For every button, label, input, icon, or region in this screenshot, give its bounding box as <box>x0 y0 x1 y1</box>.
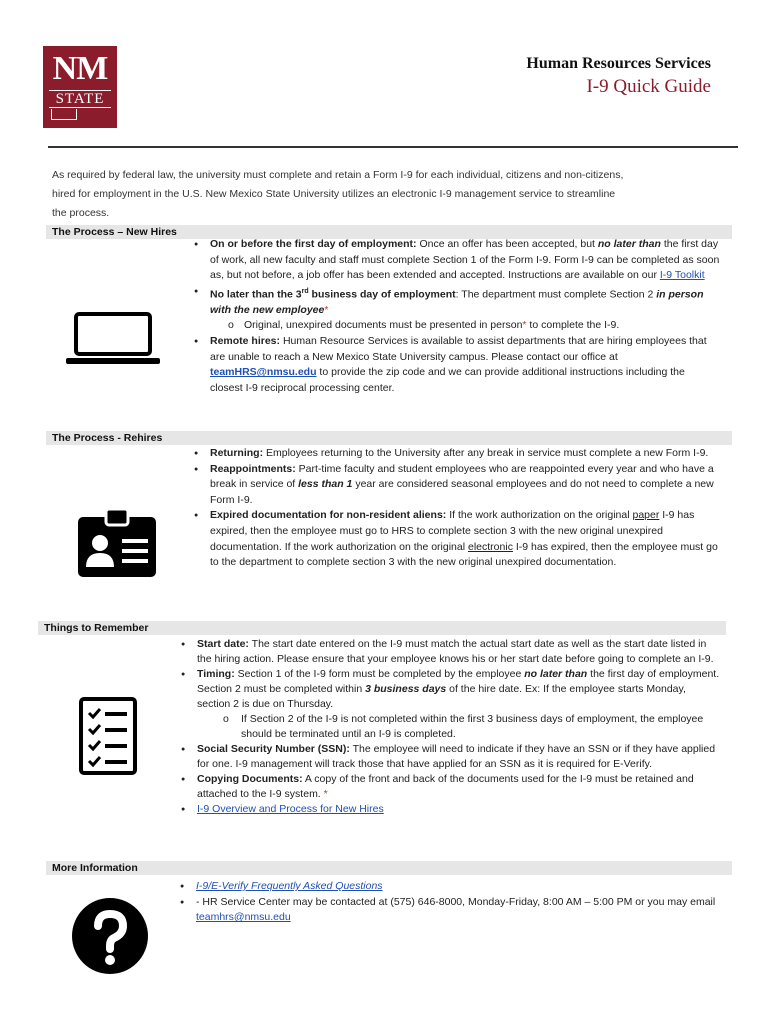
header-subtitle: I-9 Quick Guide <box>586 76 711 97</box>
sub-list-item: o Original, unexpired documents must be presented in person* to complete the I-9. <box>228 319 620 332</box>
logo-nm: NM <box>52 50 108 87</box>
list-item: ● No later than the 3rd business day of employment: The department must complete Section 2 in person with the new employee* o Original, unexpired documents must be presented in person* to complete the I-9. <box>194 284 720 334</box>
new-hires-list <box>194 237 720 396</box>
header-title: Human Resources Services <box>526 55 711 72</box>
checklist-icon <box>79 697 137 775</box>
logo-state: STATE <box>49 90 111 108</box>
more-info-list <box>180 879 720 926</box>
list-item: ● Social Security Number (SSN): The employee will need to indicate if they have an SSN or if they have applied for one. I-9 management will track those that have applied for an SSN as it is required for E-Verify. <box>181 742 721 772</box>
nmsu-logo <box>43 46 117 128</box>
remember-list <box>181 637 721 817</box>
intro-line: As required by federal law, the university must complete and retain a Form I-9 for each individual, citizens and non-citizens, <box>52 169 624 181</box>
list-item <box>180 879 720 895</box>
intro-paragraph <box>52 166 702 223</box>
list-item: ● Returning: Employees returning to the University after any break in service must complete a new Form I-9. <box>194 446 720 462</box>
header-divider <box>48 146 738 148</box>
teamhrs-email-link[interactable]: teamHRS@nmsu.edu <box>210 366 317 379</box>
sub-list-item: o If Section 2 of the I-9 is not completed within the first 3 business days of employment, the employee should be terminated until an I-9 is completed. <box>223 713 704 740</box>
section-heading-rehires <box>46 431 732 445</box>
section-heading-label: The Process – New Hires <box>52 226 177 238</box>
list-item: ● Copying Documents: A copy of the front and back of the documents used for the I-9 must be retained and attached to the I-9 system. * <box>181 772 721 802</box>
section-heading-label: The Process - Rehires <box>52 432 163 444</box>
i9-toolkit-link[interactable]: I-9 Toolkit <box>659 269 705 282</box>
list-item: ● Reappointments: Part-time faculty and student employees who are reappointed every year and who have a break in service of less than 1 year are considered seasonal employees and do not need to complete a new Form I-9. <box>194 462 720 509</box>
section-heading-remember <box>38 621 726 635</box>
section-heading-label: Things to Remember <box>44 622 149 634</box>
list-item: ● Timing: Section 1 of the I-9 form must be completed by the employee no later than the first day of employment. Section 2 must be completed within 3 business days of the hire date. Ex: If the employee starts Monday, section 2 is due on Thursday. o If Section 2 of the I-9 is not completed within the first 3 business days of employment, the employee should be terminated until an I-9 is completed. <box>181 667 721 742</box>
list-item: ● On or before the first day of employment: Once an offer has been accepted, but no later than the first day of work, all new faculty and staff must complete Section 1 of the Form I-9. Form I-9 can be completed as soon as, but not before, a job offer has been extended and accepted. Instructions are available on our I-9 Toolkit <box>194 237 720 284</box>
section-heading-label: More Information <box>52 862 138 874</box>
list-item: ● - HR Service Center may be contacted at (575) 646-8000, Monday-Friday, 8:00 AM – 5:00 PM or you may email teamhrs@nmsu.edu <box>180 895 720 926</box>
list-item: ● Start date: The start date entered on the I-9 must match the actual start date as well as the start date listed in the hiring action. Please ensure that your employee knows his or her start date before going to complete an I-9. <box>181 637 721 667</box>
teamhrs-email-link[interactable]: teamhrs@nmsu.edu <box>196 911 291 924</box>
rehires-list <box>194 446 720 571</box>
intro-line: hired for employment in the U.S. New Mexico State University utilizes an electronic I-9 management service to streamline <box>52 188 616 200</box>
list-item <box>181 802 721 817</box>
logo-state-outline <box>51 109 77 120</box>
section-heading-more-info <box>46 861 732 875</box>
faq-link[interactable]: I-9/E-Verify Frequently Asked Questions <box>196 880 383 892</box>
i9-overview-link[interactable]: I-9 Overview and Process for New Hires <box>197 803 384 815</box>
id-badge-icon <box>78 509 156 577</box>
laptop-icon <box>66 312 160 366</box>
question-icon <box>70 896 150 976</box>
list-item: ● Expired documentation for non-resident aliens: If the work authorization on the original paper I-9 has expired, then the employee must go to HRS to complete section 3 with the new original unexpired documentation. If the work authorization on the original electronic I-9 has expired, then the employee must go to the department to complete section 3 with the new original unexpired documentation. <box>194 508 720 570</box>
list-item: ● Remote hires: Human Resource Services is available to assist departments that are hiring employees that are unable to reach a New Mexico State University campus. Please contact our office at teamHRS@nmsu.edu to provide the zip code and we can provide additional instructions including the closest I-9 reciprocal processing center. <box>194 334 720 396</box>
intro-line: the process. <box>52 207 110 219</box>
